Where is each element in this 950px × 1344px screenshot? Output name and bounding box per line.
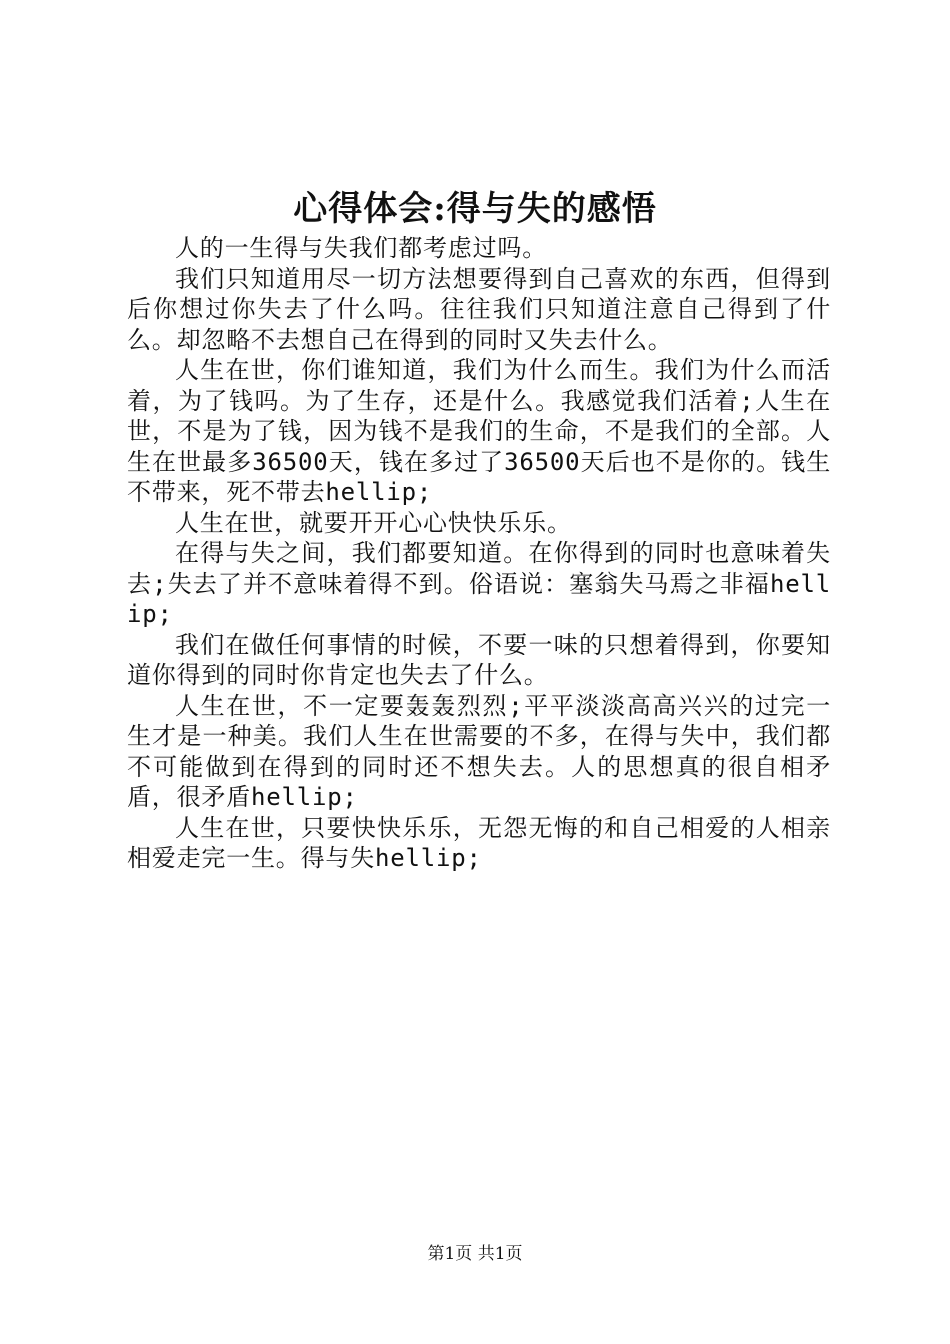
- paragraph-2: 我们只知道用尽一切方法想要得到自己喜欢的东西，但得到后你想过你失去了什么吗。往往我们只知道注意自己得到了什么。却忽略不去想自己在得到的同时又失去什么。: [127, 264, 831, 354]
- paragraph-1: 人的一生得与失我们都考虑过吗。: [175, 234, 547, 262]
- page-number-footer: 第1页 共1页: [427, 1244, 523, 1264]
- paragraph-8: 人生在世，只要快快乐乐，无怨无悔的和自己相爱的人相亲相爱走完一生。得与失hellip;: [127, 813, 831, 872]
- paragraph-7: 人生在世，不一定要轰轰烈烈;平平淡淡高高兴兴的过完一生才是一种美。我们人生在世需要的不多，在得与失中，我们都不可能做到在得到的同时还不想失去。人的思想真的很自相矛盾，很矛盾hellip;: [127, 691, 831, 811]
- paragraph-3: 人生在世，你们谁知道，我们为什么而生。我们为什么而活着，为了钱吗。为了生存，还是什么。我感觉我们活着;人生在世，不是为了钱，因为钱不是我们的生命，不是我们的全部。人生在世最多36500天，钱在多过了36500天后也不是你的。钱生不带来，死不带去hellip;: [127, 356, 831, 506]
- document-body: [127, 233, 831, 874]
- paragraph-6: 我们在做任何事情的时候，不要一味的只想着得到，你要知道你得到的同时你肯定也失去了什么。: [127, 630, 831, 689]
- document-title: 心得体会:得与失的感悟: [293, 189, 657, 229]
- paragraph-4: 人生在世，就要开开心心快快乐乐。: [175, 508, 572, 537]
- paragraph-5: 在得与失之间，我们都要知道。在你得到的同时也意味着失去;失去了并不意味着得不到。俗语说：塞翁失马焉之非福hellip;: [127, 539, 831, 628]
